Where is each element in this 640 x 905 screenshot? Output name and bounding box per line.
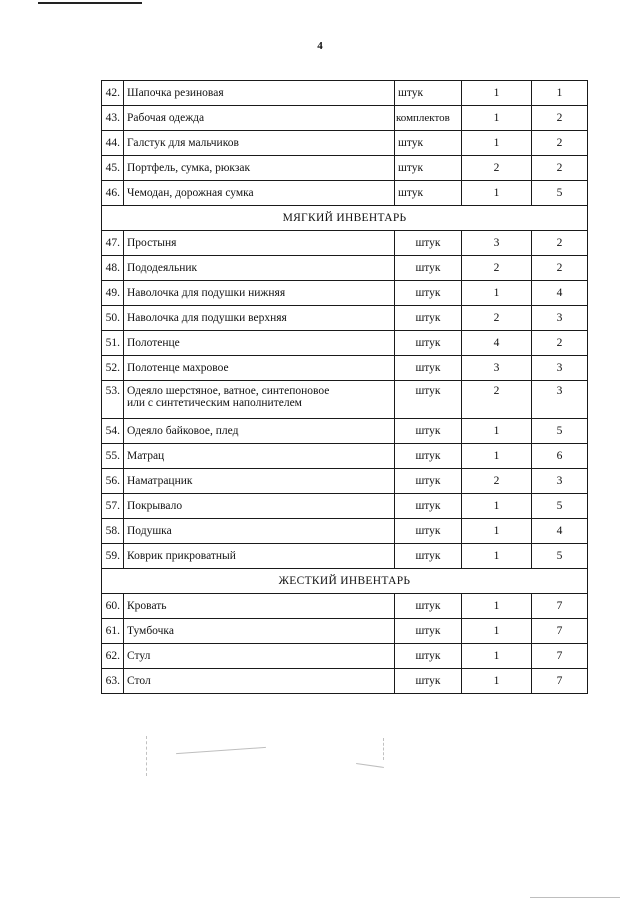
- item-quantity: 1: [462, 131, 532, 156]
- row-number: 62.: [102, 644, 124, 669]
- item-name: Портфель, сумка, рюкзак: [124, 156, 395, 181]
- item-name: Полотенце махровое: [124, 356, 395, 381]
- item-name-line-2: или с синтетическим наполнителем: [127, 397, 302, 409]
- row-number: 43.: [102, 106, 124, 131]
- row-number: 53.: [102, 381, 124, 419]
- table-row: [102, 619, 588, 644]
- item-quantity: 1: [462, 444, 532, 469]
- table-row: [102, 494, 588, 519]
- item-quantity: 1: [462, 81, 532, 106]
- item-name: Тумбочка: [124, 619, 395, 644]
- item-term: 2: [532, 131, 588, 156]
- item-unit: штук: [395, 231, 462, 256]
- item-term: 2: [532, 106, 588, 131]
- row-number: 57.: [102, 494, 124, 519]
- inventory-table: [101, 80, 588, 694]
- table-row: [102, 231, 588, 256]
- table-row: [102, 306, 588, 331]
- item-quantity: 1: [462, 519, 532, 544]
- item-unit: штук: [395, 281, 462, 306]
- item-name: Наволочка для подушки нижняя: [124, 281, 395, 306]
- item-unit: штук: [395, 181, 462, 206]
- section-header-row: [102, 569, 588, 594]
- row-number: 48.: [102, 256, 124, 281]
- item-quantity: 2: [462, 256, 532, 281]
- item-term: 3: [532, 381, 588, 419]
- scan-artifact-mark: [176, 747, 266, 754]
- item-quantity: 1: [462, 619, 532, 644]
- item-unit: штук: [395, 469, 462, 494]
- item-term: 2: [532, 231, 588, 256]
- table-row: [102, 644, 588, 669]
- row-number: 46.: [102, 181, 124, 206]
- scan-artifact-mark: [530, 897, 620, 898]
- item-quantity: 2: [462, 156, 532, 181]
- item-name: Галстук для мальчиков: [124, 131, 395, 156]
- table-row: [102, 469, 588, 494]
- item-name: Одеяло байковое, плед: [124, 419, 395, 444]
- table-row: [102, 131, 588, 156]
- item-quantity: 1: [462, 494, 532, 519]
- section-header-row: [102, 206, 588, 231]
- item-term: 7: [532, 669, 588, 694]
- table-row: [102, 544, 588, 569]
- row-number: 61.: [102, 619, 124, 644]
- item-term: 5: [532, 181, 588, 206]
- row-number: 52.: [102, 356, 124, 381]
- item-name: Полотенце: [124, 331, 395, 356]
- item-term: 7: [532, 644, 588, 669]
- section-title-soft: МЯГКИЙ ИНВЕНТАРЬ: [102, 206, 588, 231]
- item-term: 1: [532, 81, 588, 106]
- table-row: [102, 519, 588, 544]
- item-unit: штук: [395, 156, 462, 181]
- item-unit: штук: [395, 669, 462, 694]
- scan-artifact-mark: [383, 738, 384, 760]
- section-title-hard: ЖЕСТКИЙ ИНВЕНТАРЬ: [102, 569, 588, 594]
- item-term: 3: [532, 356, 588, 381]
- item-term: 5: [532, 544, 588, 569]
- table-row: [102, 181, 588, 206]
- item-quantity: 3: [462, 231, 532, 256]
- item-quantity: 4: [462, 331, 532, 356]
- item-name: Подушка: [124, 519, 395, 544]
- item-unit: штук: [395, 131, 462, 156]
- item-quantity: 1: [462, 544, 532, 569]
- table-row: [102, 669, 588, 694]
- row-number: 55.: [102, 444, 124, 469]
- item-term: 4: [532, 281, 588, 306]
- row-number: 56.: [102, 469, 124, 494]
- item-unit: штук: [395, 444, 462, 469]
- item-unit: комплектов: [395, 106, 462, 131]
- item-name: Шапочка резиновая: [124, 81, 395, 106]
- scan-artifact-line: [38, 2, 142, 4]
- table-row: [102, 106, 588, 131]
- item-name: Коврик прикроватный: [124, 544, 395, 569]
- item-quantity: 2: [462, 306, 532, 331]
- item-quantity: 2: [462, 381, 532, 419]
- item-name: Пододеяльник: [124, 256, 395, 281]
- row-number: 63.: [102, 669, 124, 694]
- item-name: Матрац: [124, 444, 395, 469]
- row-number: 51.: [102, 331, 124, 356]
- table-row: [102, 256, 588, 281]
- table-row: [102, 281, 588, 306]
- item-name: Наматрацник: [124, 469, 395, 494]
- table-row: [102, 356, 588, 381]
- row-number: 44.: [102, 131, 124, 156]
- item-name: Кровать: [124, 594, 395, 619]
- item-quantity: 1: [462, 419, 532, 444]
- item-quantity: 2: [462, 469, 532, 494]
- scan-artifact-mark: [146, 736, 147, 776]
- item-quantity: 1: [462, 181, 532, 206]
- item-term: 5: [532, 494, 588, 519]
- table-row: [102, 331, 588, 356]
- item-term: 2: [532, 256, 588, 281]
- row-number: 54.: [102, 419, 124, 444]
- item-term: 2: [532, 331, 588, 356]
- scan-artifact-mark: [356, 763, 384, 768]
- item-name-line-1: Одеяло шерстяное, ватное, синтепоновое: [127, 385, 330, 397]
- row-number: 45.: [102, 156, 124, 181]
- item-name: Простыня: [124, 231, 395, 256]
- item-unit: штук: [395, 306, 462, 331]
- item-quantity: 1: [462, 106, 532, 131]
- item-term: 7: [532, 594, 588, 619]
- item-term: 3: [532, 306, 588, 331]
- row-number: 59.: [102, 544, 124, 569]
- item-unit: штук: [395, 356, 462, 381]
- item-quantity: 1: [462, 281, 532, 306]
- item-quantity: 1: [462, 669, 532, 694]
- item-name: Рабочая одежда: [124, 106, 395, 131]
- item-name: Стол: [124, 669, 395, 694]
- item-term: 5: [532, 419, 588, 444]
- item-unit: штук: [395, 494, 462, 519]
- row-number: 47.: [102, 231, 124, 256]
- table-row: [102, 594, 588, 619]
- item-unit: штук: [395, 256, 462, 281]
- item-unit: штук: [395, 594, 462, 619]
- row-number: 50.: [102, 306, 124, 331]
- row-number: 60.: [102, 594, 124, 619]
- item-unit: штук: [395, 81, 462, 106]
- item-unit: штук: [395, 419, 462, 444]
- item-unit: штук: [395, 519, 462, 544]
- item-quantity: 1: [462, 594, 532, 619]
- item-name: Покрывало: [124, 494, 395, 519]
- item-quantity: 1: [462, 644, 532, 669]
- item-name: Стул: [124, 644, 395, 669]
- item-name: [124, 381, 395, 419]
- item-unit: штук: [395, 619, 462, 644]
- page-number: 4: [317, 40, 323, 52]
- table-row: [102, 81, 588, 106]
- item-quantity: 3: [462, 356, 532, 381]
- table-row: [102, 381, 588, 419]
- table-row: [102, 444, 588, 469]
- item-term: 2: [532, 156, 588, 181]
- item-term: 3: [532, 469, 588, 494]
- row-number: 58.: [102, 519, 124, 544]
- item-term: 7: [532, 619, 588, 644]
- row-number: 49.: [102, 281, 124, 306]
- item-name: Наволочка для подушки верхняя: [124, 306, 395, 331]
- table-row: [102, 419, 588, 444]
- item-unit: штук: [395, 544, 462, 569]
- item-name: Чемодан, дорожная сумка: [124, 181, 395, 206]
- row-number: 42.: [102, 81, 124, 106]
- item-unit: штук: [395, 381, 462, 419]
- item-term: 4: [532, 519, 588, 544]
- item-unit: штук: [395, 331, 462, 356]
- item-term: 6: [532, 444, 588, 469]
- item-unit: штук: [395, 644, 462, 669]
- table-row: [102, 156, 588, 181]
